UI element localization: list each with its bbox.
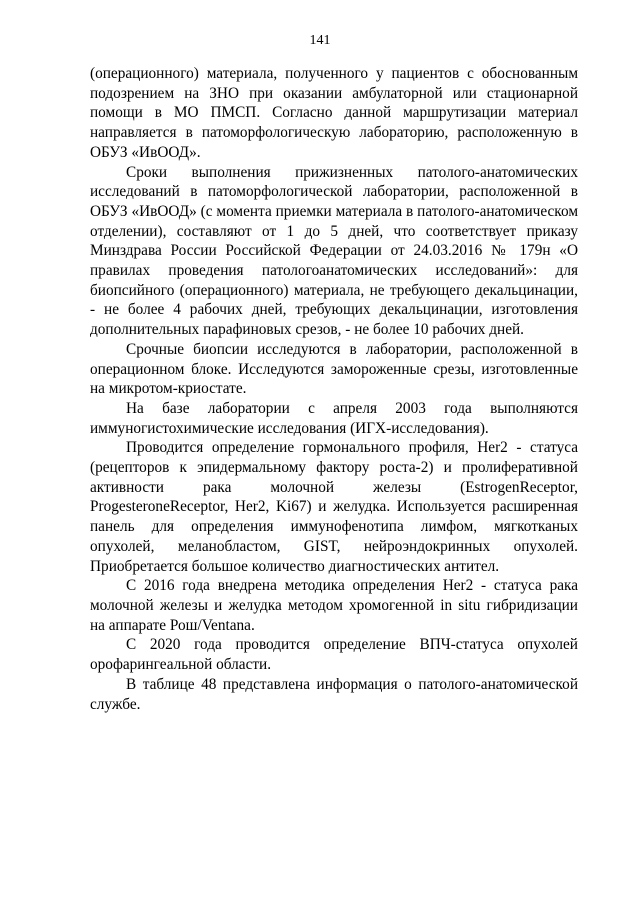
- paragraph-table-48-reference: В таблице 48 представлена информация о патолого-анатомической службе.: [90, 675, 578, 713]
- paragraph-hpv-status-2020: С 2020 года проводится определение ВПЧ-статуса опухолей орофарингеальной области.: [90, 636, 578, 674]
- paragraph-hormonal-profile: Проводится определение гормонального профиля, Her2 - статуса (рецепторов к эпидермальному фактору роста-2) и пролиферативной активности рака молочной железы (EstrogenReceptor, ProgesteroneReceptor, Her2, Ki67) и желудка. Используется расширенная панель для определения иммунофенотипа лимфом, мягкотканых опухолей, меланобластом, GIST, нейроэндокринных опухолей. Приобретается большое количество диагностических антител.: [90, 439, 578, 575]
- paragraph-ihc-since-2003: На базе лаборатории с апреля 2003 года выполняются иммуногистохимические исследования (ИГХ-исследования).: [90, 399, 578, 437]
- paragraph-examination-timing: Сроки выполнения прижизненных патолого-анатомических исследований в патоморфологической лаборатории, расположенной в ОБУЗ «ИвООД» (с момента приемки материала в патолого-анатомическом отделении), составляют от 1 до 5 дней, что соответствует приказу Минздрава России Российской Федерации от 24.03.2016 № 179н «О правилах проведения патологоанатомических исследований»: для биопсийного (операционного) материала, не требующего декальцинации, - не более 4 рабочих дней, требующих декальцинации, изготовления дополнительных парафиновых срезов, - не более 10 рабочих дней.: [90, 163, 578, 339]
- paragraph-material-routing: (операционного) материала, полученного у пациентов с обоснованным подозрением на ЗНО при оказании амбулаторной или стационарной помощи в МО ПМСП. Согласно данной маршрутизации материал направляется в патоморфологическую лабораторию, расположенную в ОБУЗ «ИвООД».: [90, 65, 578, 161]
- paragraph-her2-ish-2016: С 2016 года внедрена методика определения Her2 - статуса рака молочной железы и желудка методом хромогенной in situ гибридизации на аппарате Рош/Ventana.: [90, 577, 578, 634]
- paragraph-urgent-biopsies: Срочные биопсии исследуются в лаборатории, расположенной в операционном блоке. Исследуются замороженные срезы, изготовленные на микротом-криостате.: [90, 340, 578, 398]
- page-number: 141: [309, 33, 331, 48]
- document-body: [90, 64, 578, 714]
